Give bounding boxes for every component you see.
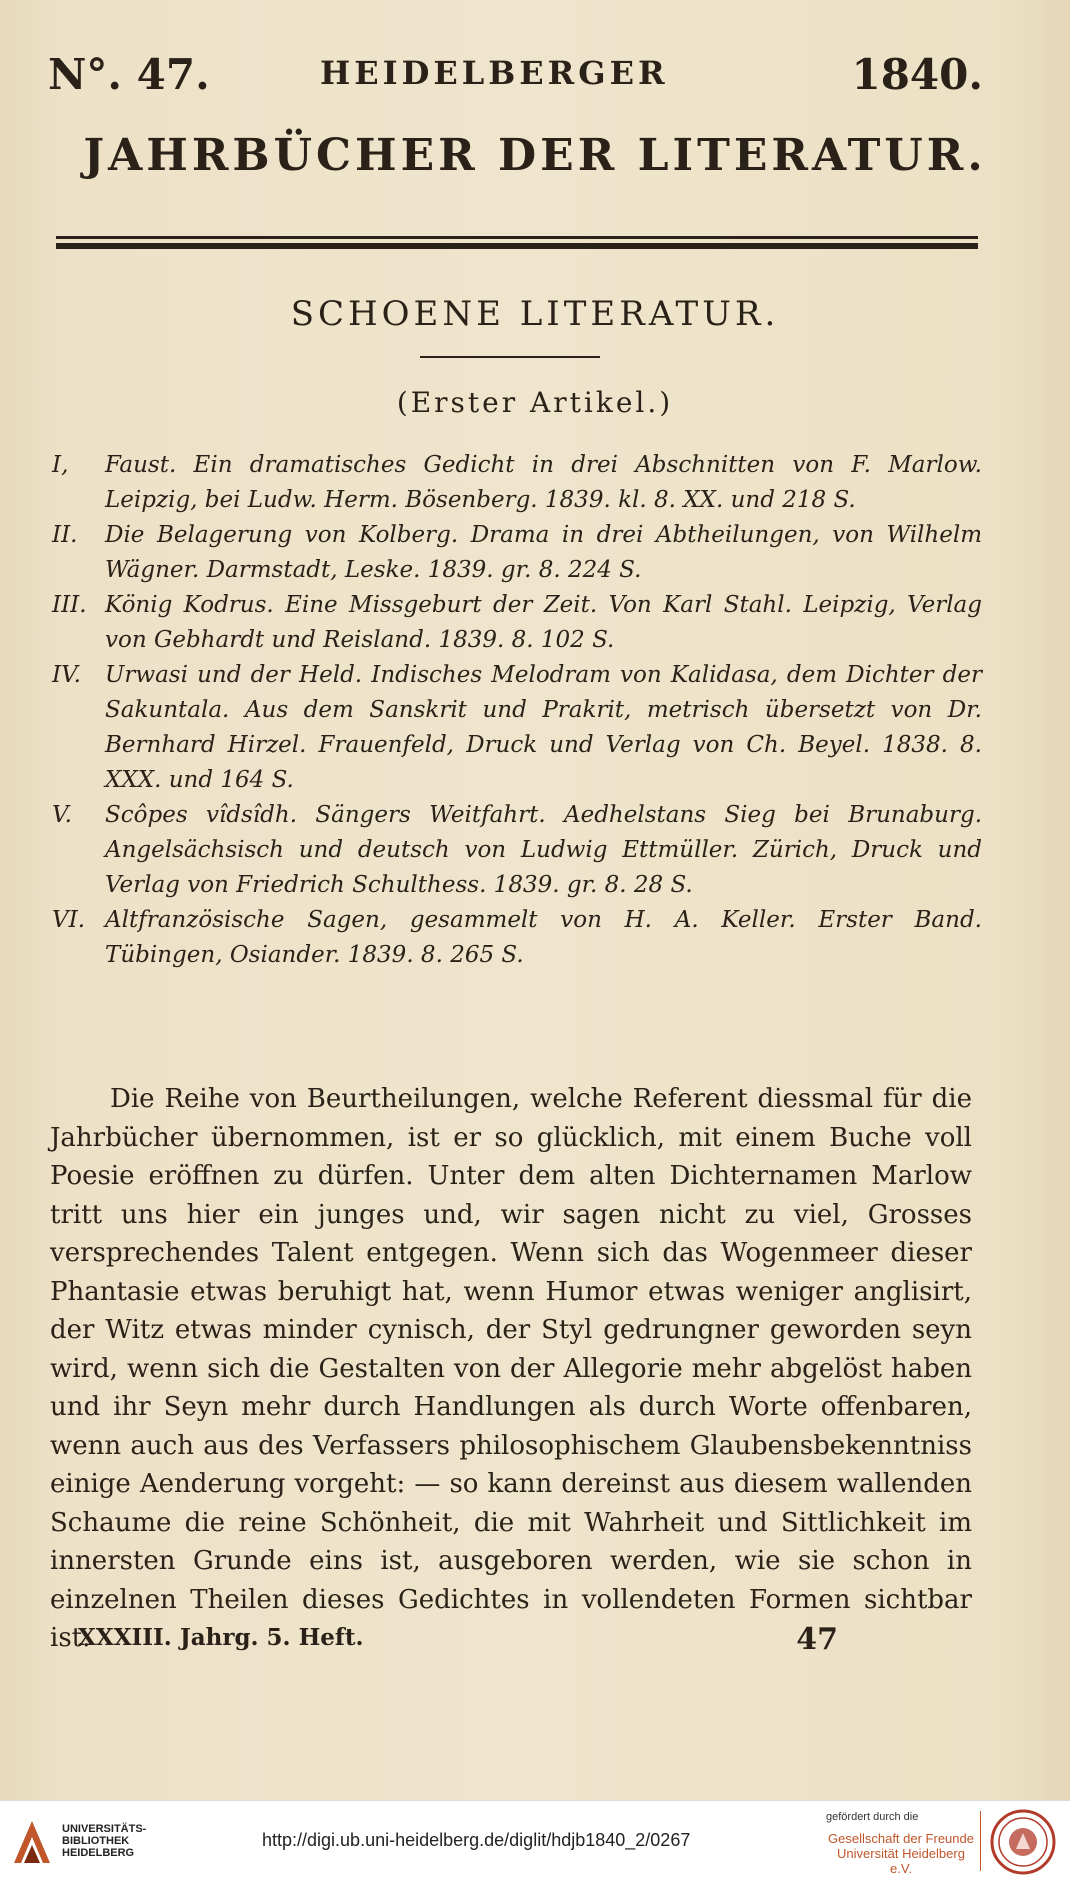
reference-number: IV. <box>52 662 81 688</box>
page-number: 47 <box>796 1622 838 1657</box>
header-row <box>48 50 983 100</box>
reference-text: Scôpes vîdsîdh. Sängers Weitfahrt. Aedhelstans Sieg bei Brunaburg. Angelsächsisch und deutsch von Ludwig Ettmüller. Zürich, Druck und Verlag von Friedrich Schulthess. 1839. gr. 8. 28 S. <box>105 802 982 898</box>
reference-text: Urwasi und der Held. Indisches Melodram von Kalidasa, dem Dichter der Sakuntala. Aus dem Sanskrit und Prakrit, metrisch übersetzt von Dr. Bernhard Hirzel. Frauenfeld, Druck und Verlag von Ch. Beyel. 1838. 8. XXX. und 164 S. <box>105 662 982 793</box>
header-rule-thin <box>56 236 978 239</box>
section-rule <box>420 356 600 358</box>
publication-name: HEIDELBERGER <box>320 54 669 92</box>
reference-item <box>52 798 982 903</box>
funded-by-label: gefördert durch die <box>826 1811 919 1823</box>
body-text <box>50 1080 972 1658</box>
reference-number: III. <box>52 592 87 618</box>
reference-number: II. <box>52 522 78 548</box>
reference-item <box>52 448 982 518</box>
society-name <box>826 1831 976 1876</box>
university-seal-icon <box>990 1809 1056 1875</box>
reference-text: Die Belagerung von Kolberg. Drama in drei Abtheilungen, von Wilhelm Wägner. Darmstadt, Leske. 1839. gr. 8. 224 S. <box>105 522 982 583</box>
reference-number: VI. <box>52 907 86 933</box>
society-name-line: Universität Heidelberg e.V. <box>837 1846 965 1876</box>
footer-divider <box>980 1811 981 1871</box>
reference-text: Altfranzösische Sagen, gesammelt von H. A. Keller. Erster Band. Tübingen, Osiander. 1839. 8. 265 S. <box>105 907 982 968</box>
library-name <box>62 1823 146 1859</box>
reference-number: V. <box>52 802 72 828</box>
signature-row <box>78 1624 838 1660</box>
section-title: SCHOENE LITERATUR. <box>290 294 780 334</box>
body-paragraph: Die Reihe von Beurtheilungen, welche Referent diessmal für die Jahrbücher übernommen, ist er so glücklich, mit einem Buche voll Poesie eröffnen zu dürfen. Unter dem alten Dichternamen Marlow tritt uns hier ein junges und, wir sagen nicht zu viel, Grosses versprechendes Talent entgegen. Wenn sich das Wogenmeer dieser Phantasie etwas beruhigt hat, wenn Humor etwas weniger anglisirt, der Witz etwas minder cynisch, der Styl gedrungner geworden seyn wird, wenn sich die Gestalten von der Allegorie mehr abgelöst haben und ihr Seyn mehr durch Handlungen als durch Worte offenbaren, wenn auch aus des Verfassers philosophischem Glaubensbekenntniss einige Aenderung vorgeht: — so kann dereinst aus diesem wallenden Schaume die reine Schönheit, die mit Wahrheit und Sittlichkeit im innersten Grunde eins ist, ausgeboren werden, wie sie schon in einzelnen Theilen dieses Gedichtes in vollendeten Formen sichtbar ist. <box>50 1084 972 1653</box>
digitization-footer <box>0 1800 1070 1881</box>
library-name-line: BIBLIOTHEK <box>62 1835 130 1847</box>
reference-list <box>52 448 982 973</box>
journal-title: JAHRBÜCHER DER LITERATUR. <box>83 130 987 181</box>
issue-number: N°. 47. <box>48 50 210 99</box>
reference-text: Faust. Ein dramatisches Gedicht in drei Abschnitten von F. Marlow. Leipzig, bei Ludw. Herm. Bösenberg. 1839. kl. 8. XX. und 218 S. <box>105 452 982 513</box>
header-rule-thick <box>56 243 978 249</box>
reference-text: König Kodrus. Eine Missgeburt der Zeit. Von Karl Stahl. Leipzig, Verlag von Gebhardt und Reisland. 1839. 8. 102 S. <box>105 592 982 653</box>
signature-mark: XXXIII. Jahrg. 5. Heft. <box>78 1624 364 1651</box>
library-name-line: HEIDELBERG <box>62 1847 135 1859</box>
library-name-line: UNIVERSITÄTS- <box>62 1823 147 1835</box>
article-subtitle: (Erster Artikel.) <box>396 386 674 419</box>
reference-item <box>52 658 982 798</box>
issue-year: 1840. <box>851 50 983 99</box>
reference-number: I, <box>52 452 69 478</box>
reference-item <box>52 903 982 973</box>
permalink-url[interactable]: http://digi.ub.uni-heidelberg.de/diglit/hdjb1840_2/0267 <box>262 1830 691 1850</box>
reference-item <box>52 518 982 588</box>
university-library-logo-icon <box>10 1815 54 1867</box>
reference-item <box>52 588 982 658</box>
society-name-line: Gesellschaft der Freunde <box>828 1831 974 1846</box>
